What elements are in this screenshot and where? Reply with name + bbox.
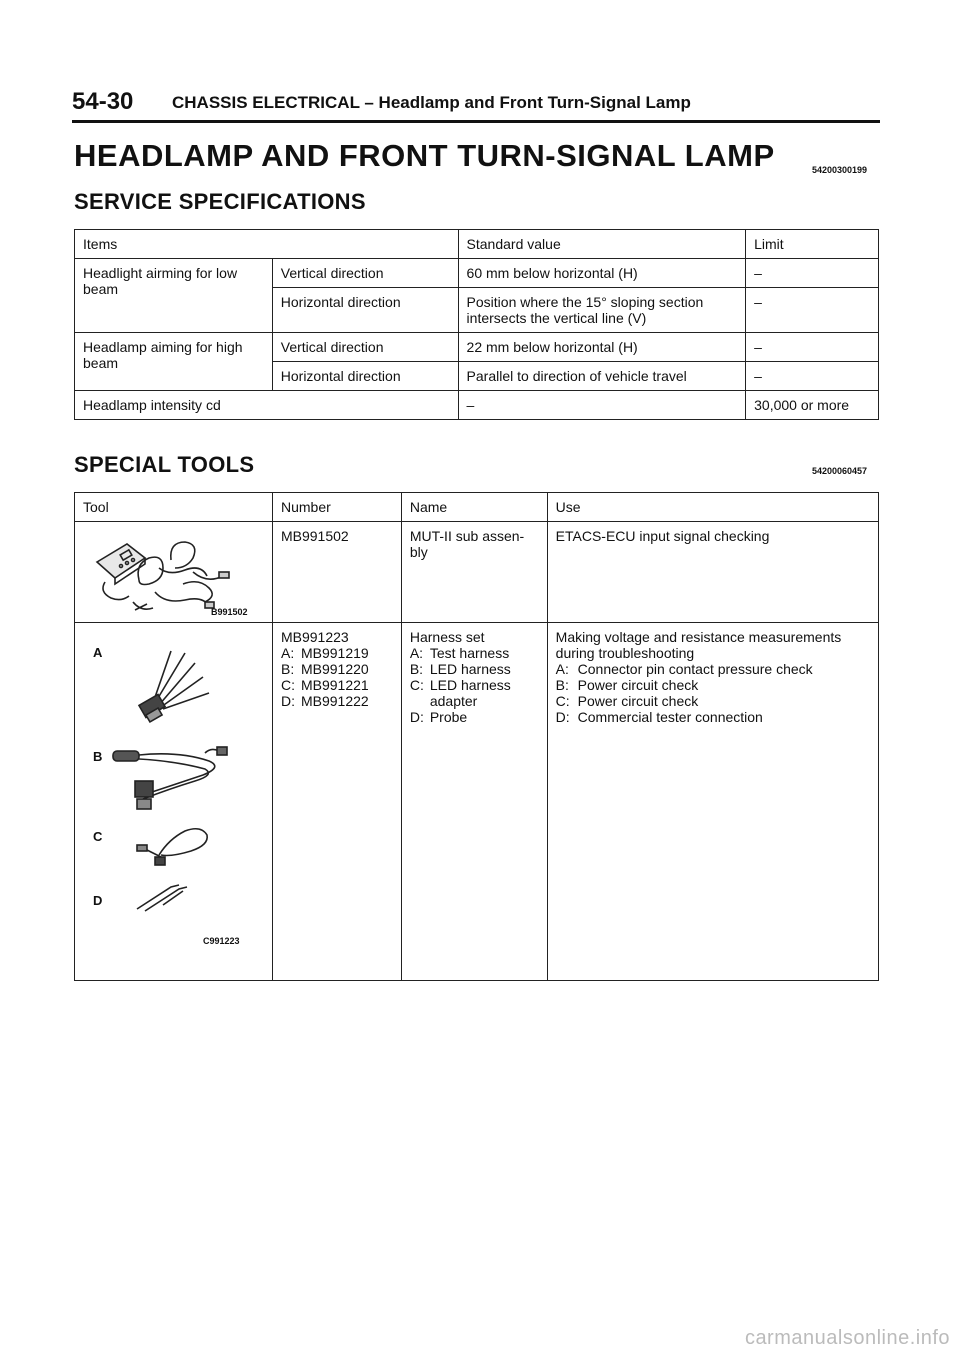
tool2-figure-code: C991223	[203, 936, 240, 946]
header-items: Items	[75, 230, 459, 259]
list-item: C: Power circuit check	[555, 693, 699, 709]
list-item: C: MB991221	[280, 677, 369, 693]
list-item: D: MB991222	[280, 693, 369, 709]
list-item: A: MB991219	[280, 645, 369, 661]
list-item: B: LED harness	[409, 661, 511, 677]
figure-letter-c: C	[93, 829, 103, 844]
list-item: B: Power circuit check	[555, 677, 699, 693]
high-beam-vertical: Vertical direction	[272, 333, 458, 362]
list-item: B: MB991220	[280, 661, 369, 677]
high-beam-horizontal-limit: –	[746, 362, 879, 391]
table-row	[75, 259, 879, 288]
tool2-use-cell	[547, 623, 878, 981]
tool1-figure-code: B991502	[211, 607, 248, 617]
special-tools-table	[74, 492, 879, 981]
special-tools-title: SPECIAL TOOLS	[74, 452, 255, 477]
tool2-sub-names	[410, 645, 539, 725]
intensity-limit: 30,000 or more	[746, 391, 879, 420]
list-item: A: Connector pin contact pressure check	[555, 661, 813, 677]
intensity-label: Headlamp intensity cd	[75, 391, 459, 420]
header-limit: Limit	[746, 230, 879, 259]
list-item: C: LED harness adapter	[409, 677, 511, 709]
table-row	[75, 623, 879, 981]
low-beam-label: Headlight airming for low beam	[75, 259, 273, 333]
low-beam-vertical-limit: –	[746, 259, 879, 288]
tool2-name: Harness set	[409, 629, 485, 645]
tool2-use: Making voltage and resistance measurements during troubleshooting	[555, 629, 842, 661]
list-item: D: Commercial tester connection	[555, 709, 763, 725]
tool2-name-cell	[401, 623, 547, 981]
high-beam-horizontal: Horizontal direction	[272, 362, 458, 391]
high-beam-label: Headlamp aiming for high beam	[75, 333, 273, 391]
table-row	[75, 493, 879, 522]
page-title: HEADLAMP AND FRONT TURN-SIGNAL LAMP	[74, 138, 775, 173]
table-row	[75, 391, 879, 420]
header-tool: Tool	[75, 493, 273, 522]
page-number: 54-30	[72, 88, 134, 115]
high-beam-horizontal-standard: Parallel to direction of vehicle travel	[458, 362, 746, 391]
tool2-sub-numbers	[281, 645, 393, 709]
low-beam-horizontal-limit: –	[746, 288, 879, 333]
tool2-number-cell	[272, 623, 401, 981]
header-rule	[72, 120, 880, 123]
service-specs-table	[74, 229, 879, 420]
list-item: D: Probe	[409, 709, 468, 725]
table-row	[75, 522, 879, 623]
figure-letter-a: A	[93, 645, 103, 660]
service-specs-title: SERVICE SPECIFICATIONS	[74, 189, 366, 214]
figure-letter-d: D	[93, 893, 103, 908]
header-use: Use	[547, 493, 878, 522]
low-beam-vertical: Vertical direction	[272, 259, 458, 288]
tool1-use: ETACS-ECU input signal checking	[547, 522, 878, 623]
low-beam-horizontal: Horizontal direction	[272, 288, 458, 333]
header-number: Number	[272, 493, 401, 522]
table-row	[75, 230, 879, 259]
header-name: Name	[401, 493, 547, 522]
section-header: CHASSIS ELECTRICAL – Headlamp and Front Turn-Signal Lamp	[172, 93, 691, 112]
figure-letter-b: B	[93, 749, 103, 764]
tool1-figure-cell	[75, 522, 273, 623]
harness-set-illustration	[75, 623, 271, 980]
low-beam-horizontal-standard: Position where the 15° sloping section intersects the vertical line (V)	[458, 288, 746, 333]
tool1-number: MB991502	[272, 522, 401, 623]
low-beam-vertical-standard: 60 mm below horizontal (H)	[458, 259, 746, 288]
watermark-footer: carmanualsonline.info	[744, 1327, 950, 1349]
title-code: 54200300199	[812, 165, 868, 175]
intensity-standard: –	[458, 391, 746, 420]
tool2-sub-uses	[556, 661, 870, 725]
tool2-number: MB991223	[280, 629, 349, 645]
high-beam-vertical-standard: 22 mm below horizontal (H)	[458, 333, 746, 362]
header-standard: Standard value	[458, 230, 746, 259]
high-beam-vertical-limit: –	[746, 333, 879, 362]
table-row	[75, 333, 879, 362]
list-item: A: Test harness	[409, 645, 510, 661]
special-tools-code: 54200060457	[812, 466, 868, 476]
tool1-name: MUT-II sub assen-bly	[401, 522, 547, 623]
tool2-figure-cell	[75, 623, 273, 981]
